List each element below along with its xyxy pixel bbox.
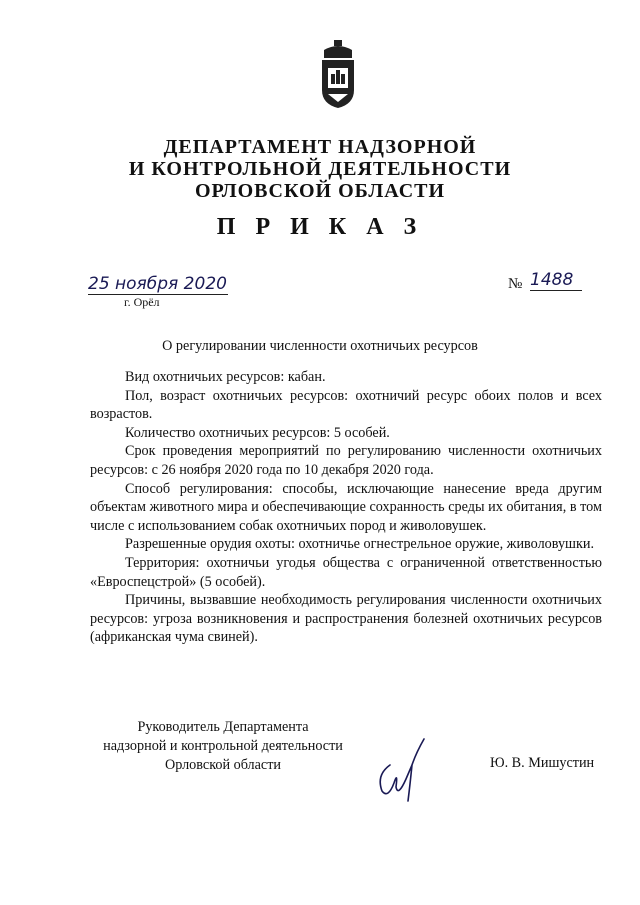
body-paragraph: Количество охотничьих ресурсов: 5 особей. <box>125 424 390 441</box>
signer-position-line-1: Руководитель Департамента <box>137 719 309 735</box>
order-city: г. Орёл <box>124 295 160 309</box>
body-paragraph: Пол, возраст охотничьих ресурсов: охотничий ресурс обоих полов и всех возрастов. <box>90 387 602 423</box>
body-paragraph: Причины, вызвавшие необходимость регулирования численности охотничьих ресурсов: угроза возникновения и распространения болезней охотничьих ресурсов (африканская чума свиней). <box>90 592 602 646</box>
department-name-line-3: ОРЛОВСКОЙ ОБЛАСТИ <box>194 180 446 202</box>
body-paragraph: Вид охотничьих ресурсов: кабан. <box>125 369 326 385</box>
body-paragraph: Срок проведения мероприятий по регулированию численности охотничьих ресурсов: с 26 ноября 2020 года по 10 декабря 2020 года. <box>90 443 602 478</box>
signer-position-line-2: надзорной и контрольной деятельности <box>103 738 343 754</box>
signer-position <box>88 718 358 775</box>
signer-name: Ю. В. Мишустин <box>490 755 595 771</box>
body-paragraph: Способ регулирования: способы, исключающие нанесение вреда другим объектам животного мира и обеспечивающие сохранность среды их обитания, в том числе с использованием собак охотничьих пород и живоловушек. <box>90 480 602 534</box>
body-paragraph: Территория: охотничьи угодья общества с ограниченной ответственностью «Евроспецстрой» (5 особей). <box>90 554 602 590</box>
order-title: П Р И К А З <box>216 214 424 240</box>
order-subject: О регулировании численности охотничьих ресурсов <box>162 338 478 354</box>
coat-of-arms-icon <box>318 40 358 110</box>
order-date-handwritten: 25 ноября 2020 <box>88 274 227 294</box>
order-body <box>90 368 602 647</box>
order-number-label: № <box>508 276 523 292</box>
body-paragraph: Разрешенные орудия охоты: охотничье огнестрельное оружие, живоловушки. <box>125 536 595 553</box>
department-name-line-1: ДЕПАРТАМЕНТ НАДЗОРНОЙ <box>163 136 477 158</box>
signer-position-line-3: Орловской области <box>164 757 282 773</box>
order-number-handwritten: 1488 <box>530 270 582 291</box>
handwritten-signature-icon <box>372 735 434 805</box>
department-name-line-2: И КОНТРОЛЬНОЙ ДЕЯТЕЛЬНОСТИ <box>128 158 512 180</box>
